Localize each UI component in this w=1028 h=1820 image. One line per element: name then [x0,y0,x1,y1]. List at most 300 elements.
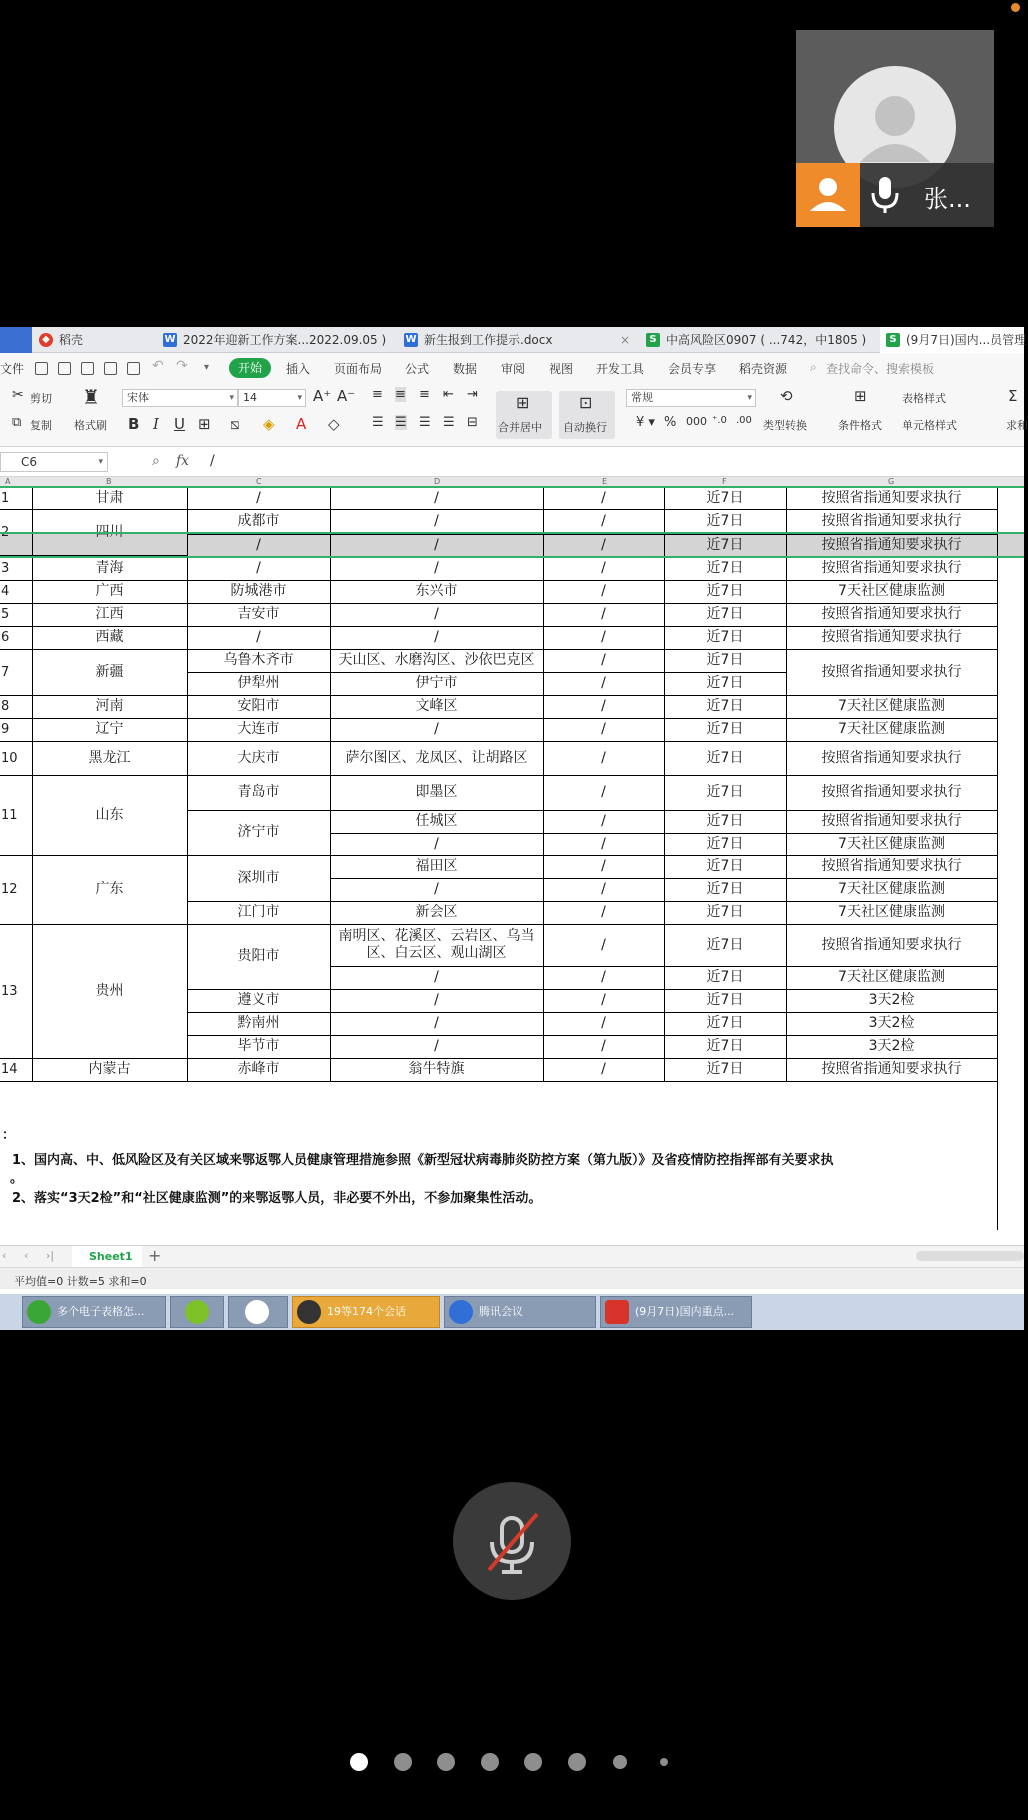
column-border [786,487,787,1081]
table-cell[interactable]: 按照省指通知要求执行 [821,858,962,875]
table-cell[interactable]: 近7日 [706,675,744,692]
table-cell[interactable]: 辽宁 [95,721,124,738]
mute-microphone-button[interactable] [453,1482,571,1600]
table-cell[interactable]: 广西 [95,583,124,600]
table-cell[interactable]: / [434,606,439,623]
table-cell[interactable]: 天山区、水磨沟区、沙依巴克区 [338,652,535,669]
column-border [997,487,998,1081]
status-bar [0,1267,1024,1289]
table-cell[interactable]: / [601,904,606,921]
table-cell[interactable]: 近7日 [706,721,744,738]
taskbar-item-browser[interactable]: 多个电子表格怎... [22,1296,166,1328]
home-tab[interactable] [0,327,32,353]
table-cell[interactable]: 甘肃 [95,489,124,506]
note-line-2: 2、落实“3天2检”和“社区健康监测”的来鄂返鄂人员，非必要不外出，不参加聚集性活动。 [12,1191,542,1206]
row-number[interactable]: 3 [1,561,10,576]
microphone-muted-icon [453,1482,571,1600]
table-cell[interactable]: / [601,1061,606,1078]
table-cell[interactable]: 黑龙江 [88,749,131,766]
tab-docer-resources[interactable]: 稻壳资源 [739,362,788,376]
table-cell[interactable]: / [601,992,606,1009]
page-dot[interactable] [481,1753,499,1771]
table-cell[interactable]: 近7日 [706,969,744,986]
table-cell[interactable]: 7天社区健康监测 [838,881,945,898]
row-number[interactable]: 1 [1,490,10,506]
scissors-icon: ✂ [12,387,24,403]
table-cell[interactable]: / [601,721,606,738]
taskbar-item-chat[interactable]: 19等174个会话 [292,1296,440,1328]
cell-border [0,649,32,650]
taskbar-item-wps[interactable]: (9月7日)国内重点... [600,1296,752,1328]
table-cell[interactable]: / [601,606,606,623]
tab-member[interactable]: 会员专享 [668,362,717,376]
border-icon[interactable]: ⊞ [198,415,211,433]
cut-button[interactable]: 剪切 [30,392,52,405]
spreadsheet-grid[interactable] [0,487,1024,1114]
word-doc-icon: W [405,334,417,345]
column-border [543,487,544,1081]
table-cell[interactable]: 7天社区健康监测 [838,904,945,921]
conditional-format-icon: ⊞ [854,387,867,405]
new-icon[interactable] [35,362,48,375]
decimal-decrease-icon[interactable]: .00 [736,415,752,426]
table-cell[interactable]: 近7日 [706,606,744,623]
table-cell[interactable]: 济宁市 [237,824,280,841]
formula-input[interactable]: / [210,453,215,469]
table-cell[interactable]: / [601,560,606,577]
formula-bar [0,447,1024,477]
percent-icon[interactable]: % [664,415,677,430]
column-header[interactable]: E [602,477,608,486]
row-number[interactable]: 8 [1,699,10,714]
ribbon-toolbar [0,383,1028,447]
row-number[interactable]: 4 [1,584,10,599]
tab-docer[interactable]: ◆ 稻壳 [33,327,151,353]
table-cell[interactable]: / [601,537,606,554]
table-cell[interactable]: 青海 [95,560,124,577]
selection-border [0,486,1024,488]
page-dot[interactable] [350,1753,368,1771]
column-border [664,487,665,1081]
wrap-text-button[interactable]: ⊡ 自动换行 [559,391,615,439]
table-cell[interactable]: / [601,835,606,852]
close-icon[interactable]: × [619,333,630,347]
table-cell[interactable]: 近7日 [706,992,744,1009]
column-header[interactable]: A [5,477,11,486]
table-cell[interactable]: / [434,560,439,577]
spreadsheet-icon: S [646,333,660,347]
note-line-1-continued: 。 [10,1171,24,1186]
cell-border [0,718,32,719]
selection-border [0,556,1024,558]
preview-icon[interactable] [127,362,140,375]
table-cell[interactable]: 3天2检 [868,1015,915,1032]
cell-border [0,509,32,510]
export-icon[interactable] [81,362,94,375]
table-cell[interactable]: 按照省指通知要求执行 [821,606,962,623]
table-cell[interactable]: / [434,629,439,646]
table-cell[interactable]: 任城区 [415,813,458,830]
row-number[interactable]: 13 [1,983,18,999]
tencent-meeting-icon [449,1300,473,1324]
font-color-icon[interactable]: A [296,415,307,433]
table-cell[interactable]: 伊宁市 [415,675,458,692]
table-cell[interactable]: 贵州 [95,982,124,999]
font-shrink-icon[interactable]: A⁻ [337,387,356,405]
sum-icon: Σ [1008,387,1018,405]
table-cell[interactable]: 按照省指通知要求执行 [821,489,962,506]
table-cell[interactable]: 河南 [95,698,124,715]
table-cell[interactable]: 近7日 [706,881,744,898]
table-cell[interactable]: 近7日 [706,1038,744,1055]
row-number[interactable]: 5 [1,607,10,622]
cell-border [0,775,32,776]
row-number[interactable]: 11 [1,807,18,823]
note-line-1: 1、国内高、中、低风险区及有关区域来鄂返鄂人员健康管理措施参照《新型冠状病毒肺炎防控方案（第九版）》及省疫情防控指挥部有关要求执 [12,1153,834,1168]
table-cell[interactable]: 东兴市 [415,583,458,600]
table-cell[interactable]: 按照省指通知要求执行 [821,560,962,577]
tab-formula[interactable]: 公式 [405,362,430,376]
cell-border [0,695,32,696]
table-cell[interactable]: / [434,835,439,852]
table-cell[interactable]: 内蒙古 [88,1061,131,1078]
sheet-tab-sheet1[interactable]: Sheet1 [72,1246,142,1267]
indent-decrease-icon[interactable]: ⇤ [443,387,454,402]
table-cell[interactable]: 新会区 [415,904,458,921]
shared-screen [0,327,1028,1330]
chat-avatar-icon [297,1300,321,1324]
participant-video-tile[interactable] [796,30,994,227]
tab-insert[interactable]: 插入 [286,362,311,376]
tab-view[interactable]: 视图 [549,362,574,376]
person-icon [796,163,860,227]
music-app-icon [185,1300,209,1324]
table-cell[interactable]: 大庆市 [237,749,280,766]
align-middle-icon[interactable]: ≡ [395,387,406,402]
table-cell[interactable]: / [601,1015,606,1032]
table-cell[interactable]: 新疆 [95,663,124,680]
currency-icon[interactable]: ¥ ▾ [636,415,655,430]
table-cell[interactable]: 近7日 [706,583,744,600]
table-cell[interactable]: 近7日 [706,1061,744,1078]
justify-icon[interactable]: ☰ [443,415,455,430]
table-cell[interactable]: 3天2检 [868,1038,915,1055]
bold-icon[interactable]: B [128,415,140,433]
page-dot[interactable] [524,1753,542,1771]
table-cell[interactable]: / [434,969,439,986]
table-cell[interactable]: / [601,489,606,506]
table-cell[interactable]: 7天社区健康监测 [838,583,945,600]
table-cell[interactable]: / [434,721,439,738]
cloud-app-icon [245,1300,269,1324]
spreadsheet-icon: S [886,333,900,347]
table-cell[interactable]: 7天社区健康监测 [838,835,945,852]
function-icon[interactable]: fx [176,453,190,469]
table-cell[interactable]: 近7日 [706,858,744,875]
menu-file[interactable]: 文件 [0,362,25,376]
cell-border [0,626,32,627]
table-cell[interactable]: / [601,698,606,715]
row-number[interactable]: 14 [1,1062,18,1077]
column-border [330,487,331,1081]
column-header[interactable]: G [888,477,895,486]
table-cell[interactable]: 7天社区健康监测 [838,969,945,986]
zoom-icon[interactable]: ⌕ [152,453,160,469]
table-cell[interactable]: 伊犁州 [237,675,280,692]
table-cell[interactable]: / [434,537,439,554]
merge-center-button[interactable]: ⊞ 合并居中 [496,391,552,439]
table-cell[interactable]: / [601,749,606,766]
column-header[interactable]: B [106,477,112,486]
first-sheet-icon[interactable]: ‹ [2,1249,7,1262]
table-cell[interactable]: 按照省指通知要求执行 [821,1061,962,1078]
tab-review[interactable]: 审阅 [501,362,526,376]
cell-border [0,924,32,925]
copy-button[interactable]: 复制 [30,419,52,432]
align-bottom-icon[interactable]: ≡ [419,387,430,402]
tab-freshman-tips[interactable]: W 新生报到工作提示.docx × [398,327,636,353]
table-cell[interactable]: 3天2检 [868,992,915,1009]
table-cell[interactable]: 毕节市 [237,1038,280,1055]
format-painter-button[interactable]: 格式刷 [74,419,107,432]
table-cell[interactable]: / [601,675,606,692]
add-sheet-button[interactable]: + [148,1246,162,1265]
align-left-icon[interactable]: ☰ [372,415,384,430]
undo-icon[interactable]: ↶ [152,358,164,374]
tab-active-sheet[interactable]: S (9月7日)国内...员管理 [880,327,1024,353]
table-cell[interactable]: 乌鲁木齐市 [223,652,294,669]
table-cell[interactable]: / [256,537,261,554]
status-summary: 平均值=0 计数=5 求和=0 [14,1275,147,1288]
table-cell[interactable]: 成都市 [237,513,280,530]
table-cell[interactable]: 遵义市 [237,992,280,1009]
table-cell[interactable]: 近7日 [706,489,744,506]
italic-icon[interactable]: I [153,415,159,433]
table-cell[interactable]: 西藏 [95,629,124,646]
table-cell[interactable]: / [601,513,606,530]
thousands-icon[interactable]: 000 [686,415,707,428]
conditional-format-button[interactable]: 条件格式 [838,419,882,432]
taskbar-item-music[interactable] [170,1296,224,1328]
merge-icon: ⊞ [516,393,530,412]
page-dot[interactable] [568,1753,586,1771]
last-sheet-icon[interactable]: ›| [46,1249,55,1262]
align-right-icon[interactable]: ☰ [419,415,431,430]
participant-name: 张... [924,185,971,213]
type-convert-button[interactable]: 类型转换 [763,419,807,432]
table-cell[interactable]: 防城港市 [230,583,287,600]
taskbar-item-cloud[interactable] [228,1296,288,1328]
table-cell[interactable]: / [601,936,606,953]
page-dot[interactable] [394,1753,412,1771]
table-cell[interactable]: / [434,1038,439,1055]
tab-developer[interactable]: 开发工具 [596,362,645,376]
tab-welcome-plan[interactable]: W 2022年迎新工作方案...2022.09.05 ) [164,333,387,347]
cell-border [32,1081,188,1082]
table-cell[interactable]: 7天社区健康监测 [838,721,945,738]
number-format-select[interactable]: 常规 ▾ [626,389,756,407]
table-cell[interactable]: / [601,969,606,986]
table-cell[interactable]: 近7日 [706,698,744,715]
tab-data[interactable]: 数据 [453,362,478,376]
print-icon[interactable] [104,362,117,375]
table-cell[interactable]: / [601,652,606,669]
tab-page-layout[interactable]: 页面布局 [334,362,383,376]
table-cell[interactable]: 近7日 [706,749,744,766]
cell-fill-icon[interactable]: ⧅ [230,415,240,433]
table-cell[interactable]: 按照省指通知要求执行 [821,784,962,801]
prev-sheet-icon[interactable]: ‹ [24,1249,29,1262]
table-cell[interactable]: 近7日 [706,813,744,830]
sum-button[interactable]: 求和 [1006,419,1028,432]
redo-icon[interactable]: ↷ [176,358,188,374]
table-cell[interactable]: / [601,629,606,646]
table-cell[interactable]: / [256,489,261,506]
taskbar-item-tencent-meeting[interactable]: 腾讯会议 [444,1296,596,1328]
cell-border [0,580,32,581]
table-cell[interactable]: 青岛市 [237,784,280,801]
cell-border [0,855,32,856]
table-cell[interactable]: 文峰区 [415,698,458,715]
table-cell[interactable]: / [601,784,606,801]
align-center-icon[interactable]: ☰ [395,415,407,430]
participant-info-bar [796,163,994,227]
docer-icon: ◆ [39,333,53,347]
cell-border [543,1081,665,1082]
indent-increase-icon[interactable]: ⇥ [467,387,478,402]
table-cell[interactable]: 近7日 [706,652,744,669]
sheet-tab-bar [0,1245,1024,1267]
row-number[interactable]: 10 [1,750,18,766]
browser-icon [27,1300,51,1324]
table-cell[interactable]: 广东 [95,881,124,898]
table-cell[interactable]: 按照省指通知要求执行 [821,629,962,646]
document-tab-bar [0,327,1027,353]
table-cell[interactable]: / [601,881,606,898]
table-cell[interactable]: 赤峰市 [237,1061,280,1078]
table-cell[interactable]: / [601,858,606,875]
table-cell[interactable]: 按照省指通知要求执行 [821,749,962,766]
table-cell[interactable]: / [434,992,439,1009]
table-cell[interactable]: 按照省指通知要求执行 [821,936,962,953]
cell-border [664,1081,787,1082]
table-cell[interactable]: / [434,513,439,530]
table-cell[interactable]: 近7日 [706,560,744,577]
menu-bar [0,353,1024,383]
table-cell[interactable]: 江门市 [237,904,280,921]
tab-home-start[interactable]: 开始 [229,358,271,378]
command-search[interactable]: 查找命令、搜索模板 [826,362,935,376]
table-cell[interactable]: / [601,1038,606,1055]
horizontal-scrollbar[interactable] [916,1251,1024,1261]
table-cell[interactable]: / [434,881,439,898]
font-grow-icon[interactable]: A⁺ [313,387,332,405]
cell-border [187,1081,331,1082]
table-cell[interactable]: 近7日 [706,784,744,801]
selection-border [0,532,1024,534]
clear-icon[interactable]: ◇ [328,415,340,433]
cell-border [0,741,32,742]
table-cell[interactable]: / [256,560,261,577]
page-indicator [0,1753,1024,1771]
table-cell[interactable]: 近7日 [706,936,744,953]
save-icon[interactable] [58,362,71,375]
table-cell[interactable]: / [601,813,606,830]
table-cell[interactable]: 按照省指通知要求执行 [821,813,962,830]
page-dot[interactable] [437,1753,455,1771]
chevron-down-icon[interactable]: ▾ [204,362,210,373]
table-cell[interactable]: 安阳市 [237,698,280,715]
cell-border [786,1081,998,1082]
table-cell[interactable]: 萨尔图区、龙凤区、让胡路区 [345,749,528,766]
table-cell[interactable]: / [256,629,261,646]
page-dot[interactable] [660,1758,668,1766]
table-cell[interactable]: 大连市 [237,721,280,738]
table-cell[interactable]: 7天社区健康监测 [838,698,945,715]
microphone-icon [868,175,902,215]
font-size-select[interactable]: 14 ▾ [238,389,306,407]
font-family-select[interactable]: 宋体 ▾ [122,389,238,407]
table-cell[interactable]: / [434,489,439,506]
tab-risk-areas[interactable]: S 中高风险区0907 ( ...742，中1805 ) [640,327,876,353]
cell-border [330,1081,544,1082]
row-number[interactable]: 7 [1,664,10,680]
copy-icon: ⧉ [12,415,22,430]
row-number[interactable]: 6 [1,630,10,645]
underline-icon[interactable]: U [174,415,185,433]
column-header[interactable]: F [722,477,727,486]
cell-border [0,1058,32,1059]
table-cell[interactable]: 近7日 [706,537,744,554]
table-cell[interactable]: 即墨区 [415,784,458,801]
table-cell[interactable]: 按照省指通知要求执行 [821,663,962,680]
table-style-button[interactable]: 表格样式 [902,392,946,405]
align-top-icon[interactable]: ≡ [372,387,383,402]
wrap-icon: ⊡ [579,393,593,412]
row-number[interactable]: 9 [1,722,10,737]
table-cell[interactable]: / [434,1015,439,1032]
table-cell[interactable]: 江西 [95,606,124,623]
fill-color-icon[interactable]: ◈ [263,415,275,433]
table-cell[interactable]: 翁牛特旗 [408,1061,465,1078]
column-header[interactable]: C [256,477,262,486]
table-cell[interactable]: 近7日 [706,1015,744,1032]
table-cell[interactable]: 近7日 [706,835,744,852]
table-cell[interactable]: 山东 [95,806,124,823]
table-cell[interactable]: 吉安市 [237,606,280,623]
table-cell[interactable]: 按照省指通知要求执行 [821,513,962,530]
table-cell[interactable]: 按照省指通知要求执行 [821,537,962,554]
table-cell[interactable]: 近7日 [706,904,744,921]
search-icon: ⌕ [810,360,817,374]
row-number[interactable]: 12 [1,882,18,897]
table-cell[interactable]: 近7日 [706,629,744,646]
table-cell[interactable]: 福田区 [415,858,458,875]
table-cell[interactable]: 近7日 [706,513,744,530]
page-dot[interactable] [613,1755,627,1769]
decimal-increase-icon[interactable]: ⁺.0 [712,415,727,426]
notification-dot [1011,3,1020,12]
table-cell[interactable]: 贵阳市 [237,948,280,965]
column-header[interactable]: D [434,477,441,486]
table-cell[interactable]: 南明区、花溪区、云岩区、乌当区、白云区、观山湖区 [338,928,535,961]
table-cell[interactable]: 深圳市 [237,869,280,886]
table-cell[interactable]: / [601,583,606,600]
distributed-icon[interactable]: ⊟ [467,415,478,430]
table-cell[interactable]: 黔南州 [237,1015,280,1032]
cell-style-button[interactable]: 单元格样式 [902,419,957,432]
cell-name-box[interactable]: C6 ▾ [0,452,108,472]
